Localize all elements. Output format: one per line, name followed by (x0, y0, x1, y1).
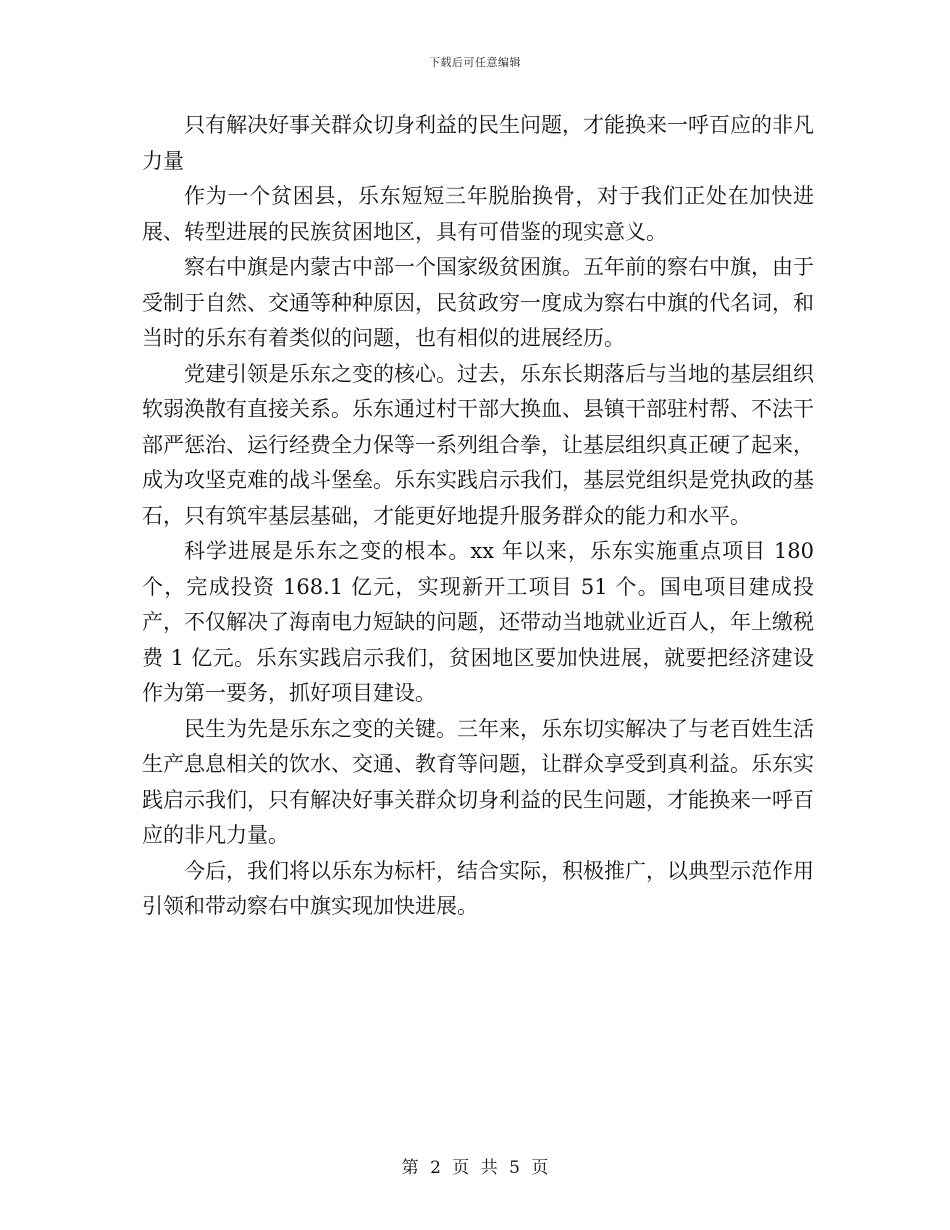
page-number: 第 2 页 共 5 页 (401, 1158, 549, 1178)
document-body (142, 108, 814, 925)
paragraph: 今后，我们将以乐东为标杆，结合实际，积极推广，以典型示范作用引领和带动察右中旗实现加快进展。 (142, 858, 814, 918)
paragraph: 民生为先是乐东之变的关键。三年来，乐东切实解决了与老百姓生活生产息息相关的饮水、交通、教育等问题，让群众享受到真利益。乐东实践启示我们，只有解决好事关群众切身利益的民生问题，才能换来一呼百应的非凡力量。 (142, 716, 814, 847)
paragraph-title: 只有解决好事关群众切身利益的民生问题，才能换来一呼百应的非凡力量 (142, 113, 814, 173)
paragraph: 党建引领是乐东之变的核心。过去，乐东长期落后与当地的基层组织软弱涣散有直接关系。乐东通过村干部大换血、县镇干部驻村帮、不法干部严惩治、运行经费全力保等一系列组合拳，让基层组织真正硬了起来，成为攻坚克难的战斗堡垒。乐东实践启示我们，基层党组织是党执政的基石，只有筑牢基层基础，才能更好地提升服务群众的能力和水平。 (142, 361, 814, 528)
paragraph: 作为一个贫困县，乐东短短三年脱胎换骨，对于我们正处在加快进展、转型进展的民族贫困地区，具有可借鉴的现实意义。 (142, 184, 814, 244)
paragraph: 察右中旗是内蒙古中部一个国家级贫困旗。五年前的察右中旗，由于受制于自然、交通等种种原因，民贫政穷一度成为察右中旗的代名词，和当时的乐东有着类似的问题，也有相似的进展经历。 (142, 255, 814, 350)
paragraph: 科学进展是乐东之变的根本。xx 年以来，乐东实施重点项目 180 个，完成投资 168.1 亿元，实现新开工项目 51 个。国电项目建成投产，不仅解决了海南电力短缺的问题，还带动当地就业近百人，年上缴税费 1 亿元。乐东实践启示我们，贫困地区要加快进展，就要把经济建设作为第一要务，抓好项目建设。 (142, 539, 814, 705)
page-header: 下载后可任意编辑 (429, 56, 521, 69)
